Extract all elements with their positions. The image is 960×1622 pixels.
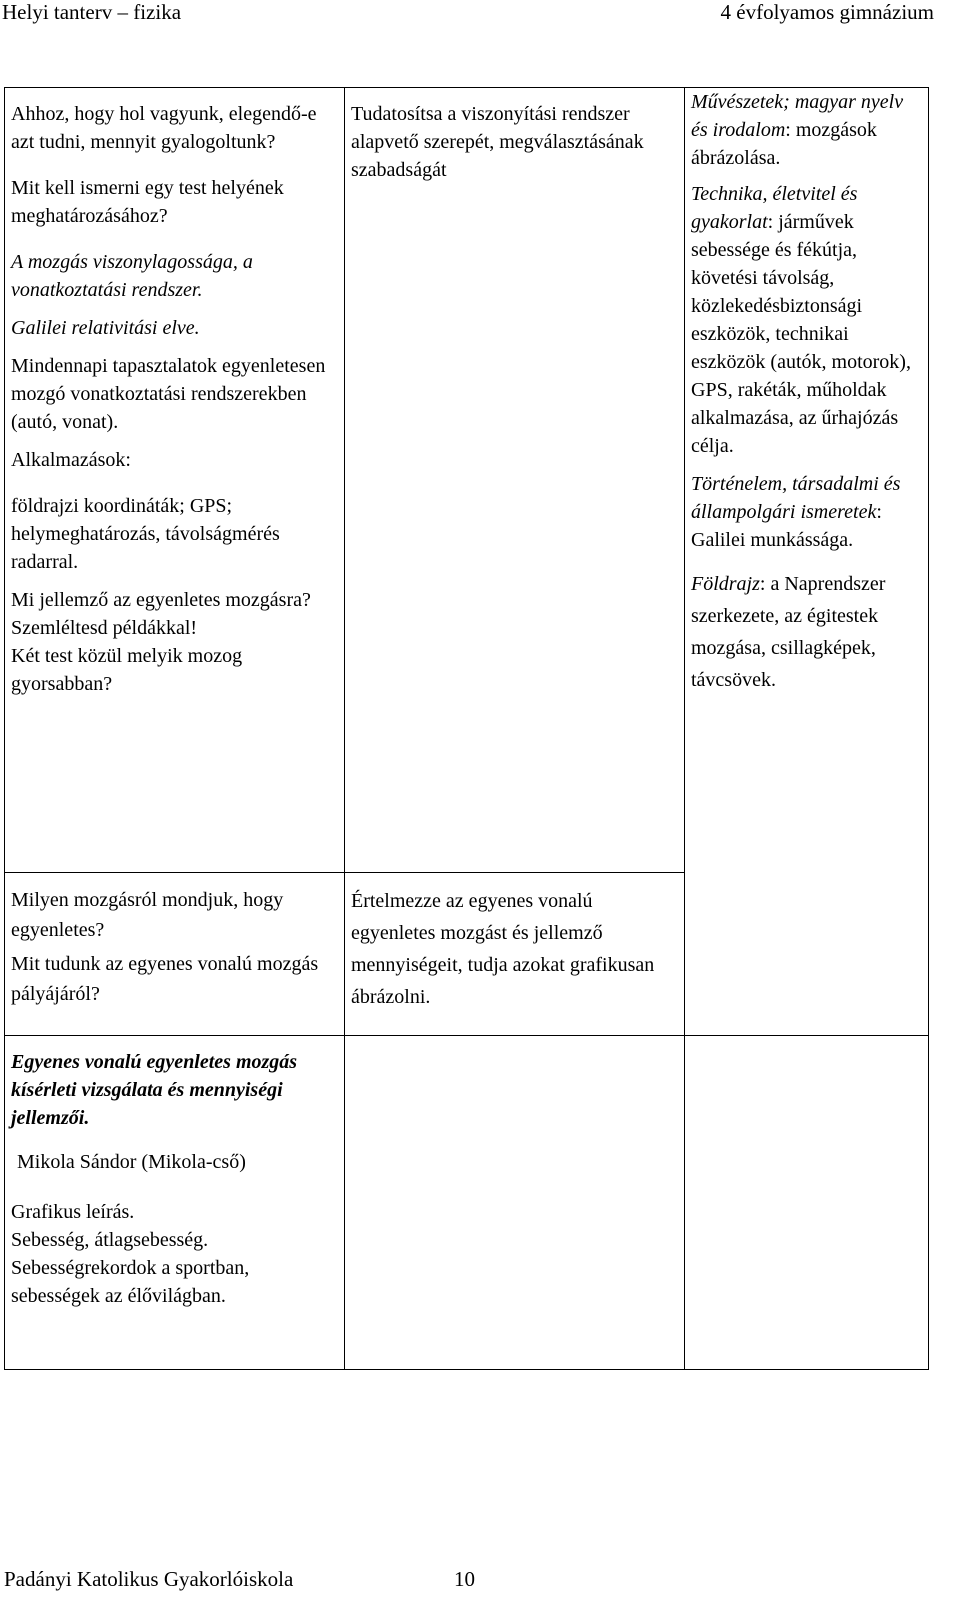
connection-text: : mozgások ábrázolása.: [691, 119, 877, 169]
question-text: Milyen mozgásról mondjuk, hogy egyenletes?: [11, 889, 284, 941]
curriculum-table: [4, 87, 929, 1370]
list-item: Sebesség, átlagsebesség.: [11, 1229, 209, 1251]
connection-text: : Galilei munkássága.: [691, 501, 882, 551]
page-number: 10: [454, 1567, 475, 1591]
goal-text: Értelmezze az egyenes vonalú egyenletes mozgást és jellemző mennyiségeit, tudja azokat grafikusan ábrázolni.: [351, 890, 655, 1008]
subject-name: Történelem, társadalmi és állampolgári ismeretek: [691, 473, 901, 523]
question-text: Mit tudunk az egyenes vonalú mozgás pályájáról?: [11, 953, 319, 1005]
connection-text: : a Naprendszer szerkezete, az égitestek mozgása, csillagképek, távcsövek.: [691, 573, 886, 691]
connection-text: : járművek sebessége és fékútja, követési távolság, közlekedésbiztonsági eszközök, technikai eszközök (autók, motorok), GPS, rakéták, műholdak alkalmazása, az űrhajózás célja.: [691, 211, 911, 457]
goal-cell: [345, 873, 685, 1036]
question-text: Két test közül melyik mozog gyorsabban?: [11, 645, 243, 695]
table-row: [5, 88, 929, 873]
connections-cell: [685, 88, 929, 1036]
applications-label: Alkalmazások:: [11, 449, 131, 471]
topic-cell: [5, 873, 345, 1036]
topic-cell: [5, 1036, 345, 1370]
topic-title: A mozgás viszonylagossága, a vonatkoztatási rendszer.: [11, 251, 253, 301]
list-item: Grafikus leírás.: [11, 1201, 135, 1223]
question-text: Ahhoz, hogy hol vagyunk, elegendő-e azt tudni, mennyit gyalogoltunk?: [11, 103, 317, 153]
connection-history: [691, 470, 922, 554]
topic-title: Galilei relativitási elve.: [11, 317, 200, 339]
goal-text: Tudatosítsa a viszonyítási rendszer alapvető szerepét, megválasztásának szabadságát: [351, 103, 644, 181]
subject-name: Földrajz: [691, 573, 760, 595]
question-text: Mit kell ismerni egy test helyének meghatározásához?: [11, 177, 284, 227]
connection-geography: [691, 568, 922, 696]
goal-cell: [345, 88, 685, 873]
subject-name: Technika, életvitel és gyakorlat: [691, 183, 858, 233]
subject-name: Művészetek; magyar nyelv és irodalom: [691, 91, 904, 141]
connection-arts: [691, 88, 922, 172]
topic-title: Egyenes vonalú egyenletes mozgás kísérleti vizsgálata és mennyiségi jellemzői.: [11, 1051, 298, 1129]
question-text: Mi jellemző az egyenletes mozgásra? Szemléltesd példákkal!: [11, 589, 311, 639]
topic-cell: [5, 88, 345, 873]
applications-text: földrajzi koordináták; GPS; helymeghatározás, távolságmérés radarral.: [11, 495, 280, 573]
header-left: Helyi tanterv – fizika: [2, 0, 182, 24]
header-right: 4 évfolyamos gimnázium: [720, 0, 934, 24]
experience-text: Mindennapi tapasztalatok egyenletesen mozgó vonatkoztatási rendszerekben (autó, vonat).: [11, 355, 326, 433]
goal-cell: [345, 1036, 685, 1370]
person-text: Mikola Sándor (Mikola-cső): [17, 1151, 246, 1173]
list-item: Sebességrekordok a sportban, sebességek az élővilágban.: [11, 1257, 250, 1307]
footer-school: Padányi Katolikus Gyakorlóiskola: [4, 1567, 294, 1591]
connection-technics: [691, 180, 922, 460]
table-row: [5, 1036, 929, 1370]
connections-cell: [685, 1036, 929, 1370]
